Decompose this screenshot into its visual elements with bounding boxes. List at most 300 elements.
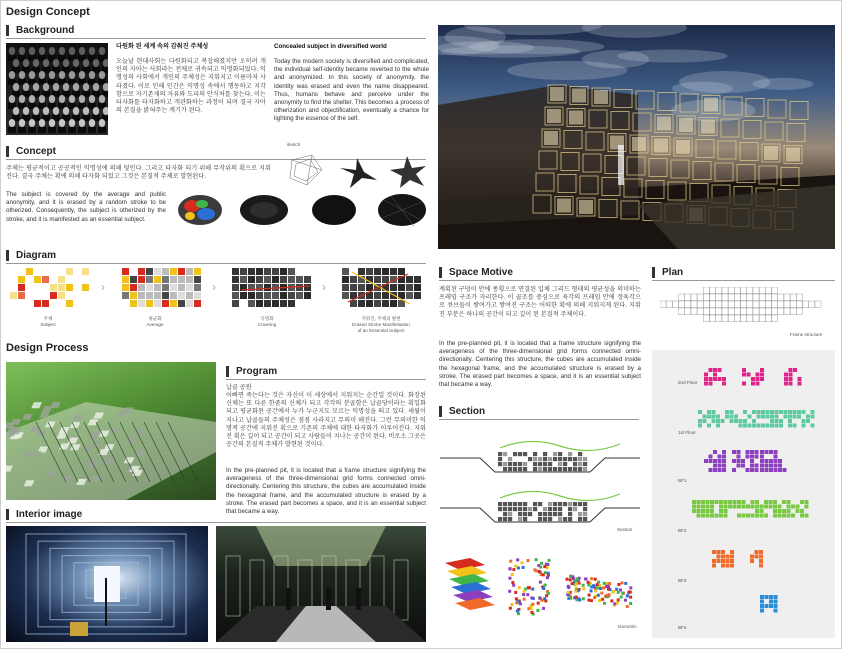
iso-cube bbox=[530, 611, 533, 614]
frame-cell bbox=[741, 315, 747, 322]
floor-cell bbox=[751, 382, 755, 386]
floor-cell bbox=[713, 377, 717, 381]
section-cube bbox=[508, 502, 512, 506]
floor-cell bbox=[769, 468, 773, 472]
diagram-cell bbox=[350, 276, 357, 283]
iso-cube bbox=[515, 601, 518, 604]
mask-face bbox=[33, 59, 39, 67]
iso-cube bbox=[530, 596, 533, 599]
floor-cell bbox=[784, 373, 788, 377]
diagram-cell bbox=[162, 276, 169, 283]
floor-cell bbox=[787, 514, 791, 518]
diagram-cell bbox=[374, 300, 381, 307]
floor-cell bbox=[773, 500, 777, 504]
concept-sketches bbox=[282, 150, 432, 192]
floor-label-1st: 1st Floor bbox=[678, 430, 696, 435]
floor-cell bbox=[788, 419, 792, 423]
mask-face bbox=[9, 47, 15, 55]
section-cube bbox=[538, 512, 542, 516]
diagram-cell bbox=[170, 268, 177, 275]
floor-cell bbox=[724, 500, 728, 504]
iso-cube bbox=[509, 607, 512, 610]
floor-cell bbox=[775, 419, 779, 423]
page-title: Design Concept bbox=[6, 6, 90, 18]
floor-cell bbox=[778, 468, 782, 472]
lit-frame bbox=[715, 163, 733, 181]
frame-cell bbox=[796, 308, 802, 315]
floor-cell bbox=[757, 415, 761, 419]
figure-body bbox=[28, 127, 36, 133]
space-motive-ko-text: 계획된 구덩이 안에 종횡으로 연결된 입체 그리드 형태의 평균성을 의미하는 프레임 구조가 자리한다. 이 골조를 중심으로 육각의 프레임 안에 정육각으로 큐브들이 쌓여가고 쌓여진 구조는 어떠한 획에 의해 지워지게 된다. 지워진 부분은 하나의 공간이 되고 길이 된 본질적 주체이다. bbox=[439, 286, 641, 318]
iso-cube bbox=[573, 596, 576, 599]
diagram-cell bbox=[58, 284, 65, 291]
section-cube bbox=[508, 517, 512, 521]
diagram-cell bbox=[154, 300, 161, 307]
iso-cube bbox=[598, 599, 601, 602]
section-heading-concept: Concept bbox=[6, 146, 56, 157]
floor-cell bbox=[791, 514, 795, 518]
diagram-cell bbox=[146, 284, 153, 291]
space-motive-en-text: In the pre-planned pit, it is located that a frame structure signifying the averageness of the three-dimensional grid forms connected omni-directionally. Centering this structure, the cubes are accumulated inside the hexagonal frame, and the accumulated structure is erased by a stroke. The erased part becomes a space, and it is an essential subject that became a way. bbox=[439, 340, 641, 389]
mask-face bbox=[79, 47, 85, 55]
diagram-step-1-ko: 주체 bbox=[43, 316, 53, 321]
floor-cell bbox=[760, 505, 764, 509]
mask-face bbox=[83, 107, 89, 115]
section-cube bbox=[503, 467, 507, 471]
mask-face bbox=[99, 95, 105, 103]
scribble-dark-1-inner bbox=[250, 202, 278, 218]
floor-cell bbox=[724, 514, 728, 518]
floor-cell bbox=[759, 550, 763, 554]
lit-panel bbox=[764, 146, 778, 160]
iso-cube bbox=[607, 587, 610, 590]
floor-cell bbox=[717, 550, 721, 554]
frame-cell bbox=[703, 301, 709, 308]
section-cube bbox=[548, 502, 552, 506]
floor-cell bbox=[802, 424, 806, 428]
floor-cell bbox=[704, 373, 708, 377]
floor-cell bbox=[709, 455, 713, 459]
floor-cell bbox=[755, 450, 759, 454]
floor-cell bbox=[707, 415, 711, 419]
mask-face bbox=[19, 47, 25, 55]
section-cube bbox=[583, 502, 587, 506]
diagram-step-3-en: Covering bbox=[257, 322, 277, 327]
section-cube bbox=[533, 467, 537, 471]
divider bbox=[226, 379, 426, 380]
floor-cell bbox=[761, 424, 765, 428]
diagram-cell bbox=[390, 284, 397, 291]
floor-cell bbox=[718, 459, 722, 463]
iso-cube bbox=[523, 598, 526, 601]
mask-face bbox=[39, 71, 45, 79]
section-heading-interior-image: Interior image bbox=[6, 509, 82, 520]
lit-panel bbox=[786, 148, 800, 162]
section-heading-program: Program bbox=[226, 366, 277, 377]
diagram-cell bbox=[398, 284, 405, 291]
floor-cell bbox=[760, 609, 764, 613]
frame-cell bbox=[747, 301, 753, 308]
iso-cube bbox=[508, 590, 511, 593]
iso-cube bbox=[521, 561, 524, 564]
interior-image-hall bbox=[216, 526, 426, 642]
iso-cube bbox=[546, 576, 549, 579]
floor-cell bbox=[760, 604, 764, 608]
iso-cube bbox=[539, 597, 542, 600]
floor-cell bbox=[722, 455, 726, 459]
frame-cell bbox=[691, 308, 697, 315]
floor-cell bbox=[710, 514, 714, 518]
figure-body bbox=[58, 127, 66, 133]
floor-cell bbox=[709, 468, 713, 472]
background-en-text: Today the modern society is diversified and complicated, the individual self-identity became reverted to the whole and anonymized. In this society of anonymity, the identity was erased and even the name disappeared. Thus, humans behave and perceive under the anonymity to find the shelter. This becomes a process of otherization and objectification, eventually a chance for lighting the essence of the self. bbox=[274, 58, 429, 123]
floor-cell bbox=[726, 564, 730, 568]
floor-cell bbox=[717, 555, 721, 559]
diagram-cell bbox=[18, 292, 25, 299]
section-cube bbox=[578, 457, 582, 461]
frame-cell bbox=[679, 308, 685, 315]
floor-cell bbox=[704, 459, 708, 463]
lit-frame bbox=[787, 124, 805, 142]
floor-cell bbox=[750, 559, 754, 563]
floor-cell bbox=[713, 459, 717, 463]
frame-cell bbox=[716, 308, 722, 315]
frame-cell bbox=[759, 287, 765, 294]
floor-cell bbox=[755, 464, 759, 468]
lit-panel bbox=[632, 137, 646, 151]
frame-cell bbox=[747, 315, 753, 322]
frame-cell bbox=[753, 294, 759, 301]
floor-cell bbox=[716, 424, 720, 428]
floor-cell bbox=[697, 514, 701, 518]
floor-cell bbox=[751, 505, 755, 509]
floor-cell bbox=[703, 415, 707, 419]
floor-cell bbox=[761, 415, 765, 419]
floor-cell bbox=[775, 415, 779, 419]
floor-cell bbox=[766, 415, 770, 419]
floor-cell bbox=[782, 514, 786, 518]
section-cube bbox=[533, 507, 537, 511]
floor-cell bbox=[789, 373, 793, 377]
section-cube bbox=[533, 452, 537, 456]
section-cube bbox=[563, 502, 567, 506]
mask-face bbox=[13, 59, 19, 67]
iso-cube bbox=[582, 584, 585, 587]
mask-face bbox=[89, 47, 95, 55]
diagram-cell bbox=[58, 276, 65, 283]
frame-structure-plan bbox=[660, 287, 830, 327]
iso-cube bbox=[511, 603, 514, 606]
floor-cell bbox=[760, 459, 764, 463]
iso-cube bbox=[516, 610, 519, 613]
frame-cell bbox=[672, 301, 678, 308]
floor-cell bbox=[774, 459, 778, 463]
section-cube bbox=[568, 457, 572, 461]
diagram-step-4-en: Erased Stroke Manifestation of an Essential Subject bbox=[352, 322, 410, 333]
mask-face bbox=[49, 119, 55, 127]
diagram-cell bbox=[138, 292, 145, 299]
diagram-cell bbox=[138, 268, 145, 275]
floor-cell bbox=[718, 468, 722, 472]
frame-cell bbox=[765, 294, 771, 301]
frame-cell bbox=[815, 301, 821, 308]
diagram-cell bbox=[358, 284, 365, 291]
floor-cell bbox=[718, 377, 722, 381]
lit-panel bbox=[579, 200, 593, 214]
diagram-cell bbox=[74, 284, 81, 291]
cloud bbox=[672, 82, 733, 96]
floor-cell bbox=[722, 464, 726, 468]
divider bbox=[6, 38, 426, 39]
floor-cell bbox=[778, 464, 782, 468]
diagram-cell bbox=[304, 292, 311, 299]
diagram-cell bbox=[26, 268, 33, 275]
diagram-cell bbox=[256, 284, 263, 291]
lit-frame bbox=[790, 102, 808, 120]
diagram-cell bbox=[240, 268, 247, 275]
section-cube bbox=[548, 457, 552, 461]
mask-face bbox=[69, 119, 75, 127]
frame-cell bbox=[697, 308, 703, 315]
diagram-cell bbox=[232, 292, 239, 299]
mask-face bbox=[99, 119, 105, 127]
iso-cube bbox=[578, 598, 581, 601]
frame-cell bbox=[759, 294, 765, 301]
floor-cell bbox=[739, 419, 743, 423]
diagram-cell bbox=[194, 268, 201, 275]
diagram-step-1-en: Subject bbox=[40, 322, 56, 327]
floor-cell bbox=[722, 459, 726, 463]
diagram-cell bbox=[288, 292, 295, 299]
iso-cube bbox=[603, 602, 606, 605]
program-ko-title: 납골 공원 bbox=[226, 384, 252, 391]
diagram-cell bbox=[162, 284, 169, 291]
diagram-cell bbox=[186, 292, 193, 299]
lit-frame bbox=[671, 160, 689, 178]
diagram-cell bbox=[264, 276, 271, 283]
iso-cube bbox=[509, 560, 512, 563]
floor-cell bbox=[789, 382, 793, 386]
frame-cell bbox=[796, 294, 802, 301]
diagram-cell bbox=[382, 276, 389, 283]
diagram-cell bbox=[130, 300, 137, 307]
floor-cell bbox=[703, 419, 707, 423]
background-en-title: Concealed subject in diversified world bbox=[274, 43, 387, 50]
mask-face bbox=[73, 107, 79, 115]
diagram-cell bbox=[272, 276, 279, 283]
frame-cell bbox=[741, 294, 747, 301]
section-cube bbox=[558, 512, 562, 516]
section-cube bbox=[548, 517, 552, 521]
interior-image-corridor bbox=[6, 526, 208, 642]
diagram-cell bbox=[154, 284, 161, 291]
floor-cell bbox=[755, 455, 759, 459]
iso-cube bbox=[538, 570, 541, 573]
floor-cell bbox=[722, 450, 726, 454]
section-cube bbox=[573, 467, 577, 471]
diagram-cell bbox=[162, 268, 169, 275]
section-cube bbox=[498, 457, 502, 461]
floor-cell bbox=[741, 464, 745, 468]
section-cube bbox=[583, 517, 587, 521]
diagram-cell bbox=[366, 300, 373, 307]
diagram-cell bbox=[264, 284, 271, 291]
cube bbox=[22, 414, 33, 420]
diagram-cell bbox=[342, 284, 349, 291]
section-cube bbox=[523, 467, 527, 471]
section-cube bbox=[528, 512, 532, 516]
floor-cell bbox=[760, 455, 764, 459]
diagram-cell bbox=[304, 284, 311, 291]
diagram-cell bbox=[288, 276, 295, 283]
iso-cube bbox=[606, 585, 609, 588]
frame-cell bbox=[772, 294, 778, 301]
section-cube bbox=[498, 462, 502, 466]
iso-cube bbox=[594, 589, 597, 592]
frame-cell bbox=[765, 287, 771, 294]
floor-label-bf1: BF1 bbox=[678, 478, 687, 483]
section-cube bbox=[513, 467, 517, 471]
person-silhouette bbox=[286, 588, 291, 610]
floor-cell bbox=[797, 410, 801, 414]
iso-cube bbox=[629, 602, 632, 605]
section-cube bbox=[498, 502, 502, 506]
floor-cell bbox=[725, 415, 729, 419]
mask-face bbox=[39, 95, 45, 103]
diagram-cell bbox=[122, 268, 129, 275]
floor-cell bbox=[737, 450, 741, 454]
floor-cell bbox=[706, 500, 710, 504]
iso-cube bbox=[547, 572, 550, 575]
iso-cube bbox=[606, 594, 609, 597]
mask-face bbox=[19, 95, 25, 103]
floor-cell bbox=[755, 505, 759, 509]
diagram-cell bbox=[398, 268, 405, 275]
floor-cell bbox=[811, 410, 815, 414]
floor-cell bbox=[710, 500, 714, 504]
frame-cell bbox=[703, 294, 709, 301]
floor-cell bbox=[774, 455, 778, 459]
frame-cell bbox=[741, 301, 747, 308]
iso-cube bbox=[526, 559, 529, 562]
iso-cube bbox=[575, 586, 578, 589]
floor-label-bf2: BF2 bbox=[678, 528, 687, 533]
diagram-cell bbox=[248, 276, 255, 283]
iso-cube bbox=[621, 592, 624, 595]
iso-cube bbox=[575, 582, 578, 585]
floor-cell bbox=[769, 459, 773, 463]
diagram-cell bbox=[42, 292, 49, 299]
section-cube bbox=[543, 507, 547, 511]
frame-cell bbox=[765, 315, 771, 322]
floor-cell bbox=[717, 559, 721, 563]
floor-cell bbox=[755, 550, 759, 554]
floor-cell bbox=[713, 368, 717, 372]
floor-cell bbox=[751, 514, 755, 518]
diagram-cell bbox=[154, 268, 161, 275]
section-cube bbox=[518, 502, 522, 506]
frame-cell bbox=[722, 287, 728, 294]
iso-cube bbox=[535, 569, 538, 572]
floor-cell bbox=[784, 415, 788, 419]
frame-cell bbox=[703, 308, 709, 315]
diagram-cell bbox=[170, 292, 177, 299]
floor-cell bbox=[760, 468, 764, 472]
mask-face bbox=[39, 119, 45, 127]
floor-cell bbox=[811, 415, 815, 419]
floor-cell bbox=[728, 500, 732, 504]
section-cube bbox=[538, 462, 542, 466]
section-cube bbox=[568, 467, 572, 471]
floor-cell bbox=[805, 505, 809, 509]
diagram-cell bbox=[390, 300, 397, 307]
floor-cell bbox=[756, 377, 760, 381]
floor-cell bbox=[737, 459, 741, 463]
diagram-cell bbox=[122, 276, 129, 283]
iso-cube bbox=[569, 578, 572, 581]
floor-cell bbox=[719, 509, 723, 513]
diagram-cell bbox=[130, 292, 137, 299]
landscape-curve bbox=[500, 441, 620, 450]
floor-cell bbox=[697, 505, 701, 509]
mask-face bbox=[43, 83, 49, 91]
mask-face bbox=[43, 107, 49, 115]
scribble-color bbox=[178, 195, 222, 225]
landscape-curve bbox=[500, 491, 620, 500]
frame-cell bbox=[772, 301, 778, 308]
diagram-cell bbox=[256, 300, 263, 307]
floor-cell bbox=[805, 500, 809, 504]
mask-face bbox=[49, 47, 55, 55]
floor-cell bbox=[712, 559, 716, 563]
diagram-cell bbox=[170, 284, 177, 291]
mask-face bbox=[9, 71, 15, 79]
diagram-cell bbox=[50, 284, 57, 291]
floor-cell bbox=[760, 600, 764, 604]
floor-cell bbox=[709, 368, 713, 372]
floor-cell bbox=[775, 410, 779, 414]
iso-cube bbox=[548, 559, 551, 562]
iso-cube bbox=[512, 568, 515, 571]
floor-cell bbox=[769, 450, 773, 454]
section-cube bbox=[523, 517, 527, 521]
mask-face bbox=[53, 59, 59, 67]
lit-panel bbox=[557, 199, 571, 213]
floor-cell bbox=[698, 424, 702, 428]
diagram-cell bbox=[296, 292, 303, 299]
diagram-step-3-ko: 익명화 bbox=[260, 316, 274, 321]
section-cube bbox=[583, 462, 587, 466]
diagram-cell bbox=[280, 276, 287, 283]
section-cube bbox=[558, 467, 562, 471]
lit-frame bbox=[649, 159, 667, 177]
floor-cell bbox=[797, 415, 801, 419]
section-cube bbox=[548, 462, 552, 466]
diagram-cell bbox=[272, 268, 279, 275]
floor-cell bbox=[713, 468, 717, 472]
floor-cell bbox=[757, 424, 761, 428]
frame-cell bbox=[722, 315, 728, 322]
diagram-cell bbox=[374, 276, 381, 283]
frame-cell bbox=[772, 308, 778, 315]
floor-cell bbox=[769, 500, 773, 504]
section-cube bbox=[558, 507, 562, 511]
floor-cell bbox=[698, 419, 702, 423]
section-cube bbox=[573, 502, 577, 506]
floor-cell bbox=[743, 419, 747, 423]
iso-cube bbox=[569, 597, 572, 600]
diagram-cell bbox=[146, 300, 153, 307]
